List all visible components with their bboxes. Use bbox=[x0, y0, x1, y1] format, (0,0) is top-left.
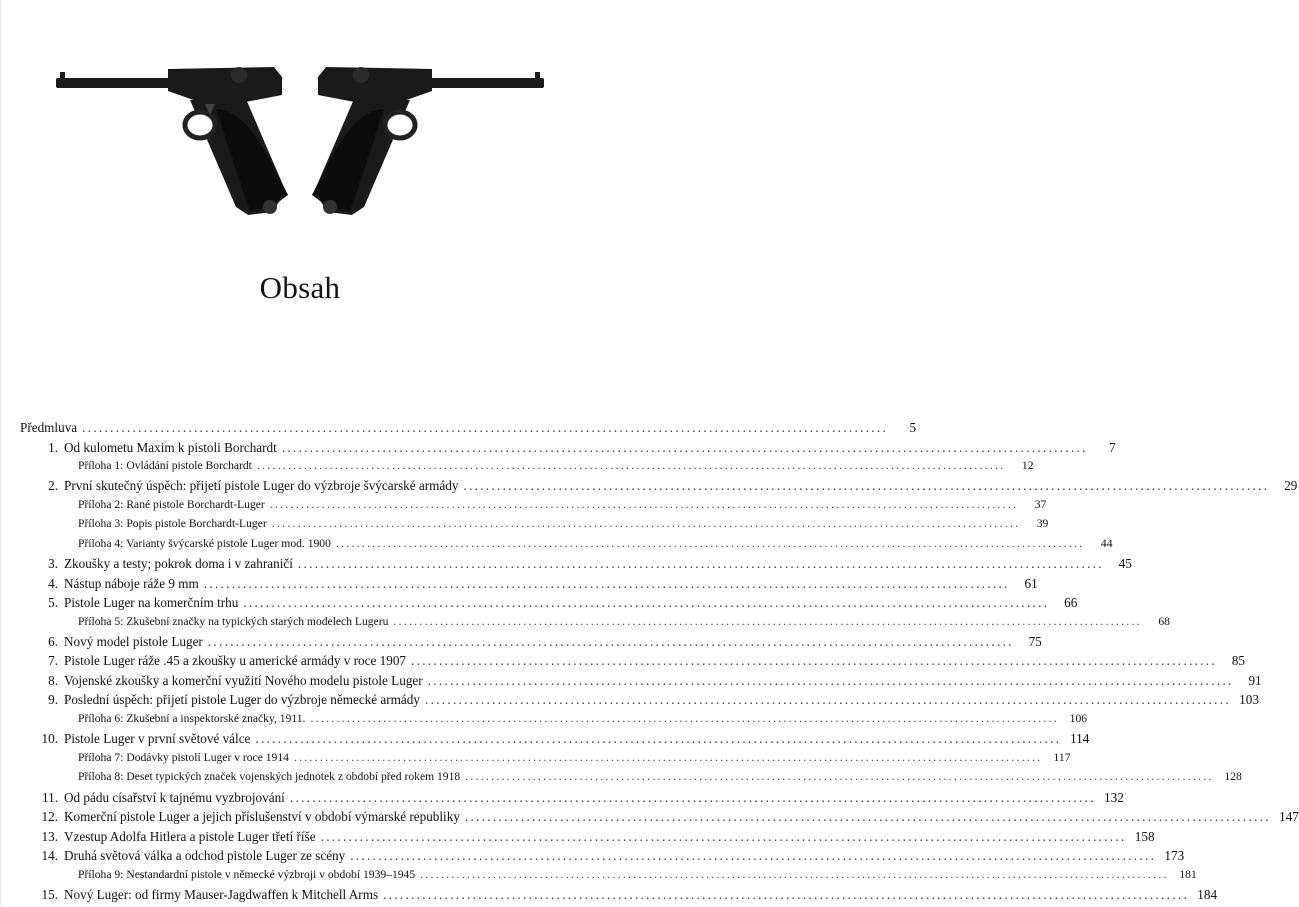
toc-page-number: 114 bbox=[1070, 731, 1090, 747]
toc-entry-title: Pistole Luger na komerčním trhu bbox=[64, 595, 239, 611]
toc-leader-dots bbox=[420, 868, 1169, 881]
toc-chapter-entry[interactable] bbox=[20, 789, 1124, 810]
toc-chapter-number: 5. bbox=[48, 595, 58, 611]
toc-leader-dots bbox=[272, 517, 1021, 530]
toc-page-number: 45 bbox=[1118, 556, 1132, 572]
toc-leader-dots bbox=[255, 731, 1061, 747]
toc-page-number: 7 bbox=[1109, 439, 1116, 455]
toc-entry-title: Nový model pistole Luger bbox=[64, 633, 203, 649]
toc-chapter-number: 7. bbox=[48, 653, 58, 669]
table-of-contents bbox=[20, 420, 1299, 907]
toc-leader-dots bbox=[428, 673, 1234, 689]
toc-page-number: 44 bbox=[1100, 536, 1113, 550]
toc-appendix-entry[interactable] bbox=[20, 497, 1047, 517]
toc-appendix-title: Zkušební a inspektorské značky, 1911. bbox=[126, 711, 306, 725]
toc-chapter-entry[interactable] bbox=[20, 692, 1259, 712]
toc-appendix-entry[interactable] bbox=[20, 459, 1034, 478]
toc-appendix-title: Deset typických značek vojenských jednotek z období před rokem 1918 bbox=[126, 770, 461, 784]
luger-pistols-illustration bbox=[50, 55, 550, 230]
toc-entry-title bbox=[78, 868, 415, 881]
toc-page-number: 39 bbox=[1036, 517, 1049, 531]
toc-appendix-title: Varianty švýcarské pistole Luger mod. 1900 bbox=[126, 536, 331, 550]
toc-leader-dots bbox=[290, 790, 1096, 806]
toc-leader-dots bbox=[411, 653, 1217, 669]
toc-page-number: 5 bbox=[909, 420, 917, 435]
left-pistol bbox=[56, 67, 288, 215]
toc-chapter-entry[interactable] bbox=[20, 887, 1218, 907]
toc-page-number: 75 bbox=[1028, 633, 1042, 649]
toc-appendix-title: Dodávky pistolí Luger v roce 1914 bbox=[126, 750, 289, 764]
toc-page-number: 29 bbox=[1284, 478, 1298, 494]
toc-appendix-prefix: Příloha 6: bbox=[78, 711, 124, 725]
page-title: Obsah bbox=[259, 270, 341, 305]
toc-leader-dots bbox=[463, 478, 1269, 494]
toc-appendix-title: Nestandardní pistole v německé výzbroji v období 1939–1945 bbox=[126, 867, 416, 881]
toc-page-number: 66 bbox=[1064, 595, 1078, 611]
toc-appendix-prefix: Příloha 8: bbox=[78, 770, 124, 784]
toc-leader-dots bbox=[208, 634, 1014, 650]
toc-chapter-entry[interactable] bbox=[20, 672, 1262, 693]
toc-appendix-title: Zkušební značky na typických starých modelech Lugeru bbox=[126, 614, 389, 628]
toc-entry-title: Od kulometu Maxim k pistoli Borchardt bbox=[64, 439, 277, 455]
toc-appendix-prefix: Příloha 9: bbox=[78, 867, 124, 881]
toc-entry-title bbox=[78, 537, 331, 550]
toc-appendix-prefix: Příloha 7: bbox=[78, 750, 124, 764]
toc-chapter-entry[interactable] bbox=[20, 653, 1245, 673]
toc-entry-title: Vzestup Adolfa Hitlera a pistole Luger třetí říše bbox=[64, 828, 316, 844]
toc-leader-dots bbox=[298, 556, 1104, 572]
toc-entry-title: Vojenské zkoušky a komerční využití Nového modelu pistole Luger bbox=[64, 672, 423, 688]
toc-chapter-number: 13. bbox=[41, 828, 58, 844]
toc-entry-title: Od pádu císařství k tajnému vyzbrojování bbox=[64, 789, 285, 805]
toc-entry-title: Pistole Luger v první světové válce bbox=[64, 731, 251, 747]
toc-leader-dots bbox=[243, 595, 1049, 611]
toc-chapter-entry[interactable] bbox=[20, 439, 1116, 460]
toc-chapter-number: 2. bbox=[48, 478, 58, 494]
toc-appendix-entry[interactable] bbox=[20, 750, 1071, 770]
toc-entry-title bbox=[78, 459, 252, 472]
toc-chapter-number: 15. bbox=[41, 887, 58, 903]
toc-chapter-entry[interactable] bbox=[20, 731, 1090, 751]
toc-appendix-title: Ovládání pistole Borchardt bbox=[126, 459, 252, 472]
toc-entry-title bbox=[78, 517, 267, 530]
toc-page-number: 128 bbox=[1224, 770, 1242, 784]
right-pistol bbox=[312, 67, 544, 215]
toc-entry-title: Zkoušky a testy; pokrok doma i v zahraničí bbox=[64, 556, 293, 572]
toc-page-number: 106 bbox=[1069, 711, 1088, 725]
toc-chapter-entry[interactable] bbox=[20, 633, 1042, 654]
toc-leader-dots bbox=[465, 809, 1271, 825]
toc-entry-title bbox=[78, 770, 460, 783]
toc-entry-title: Nástup náboje ráže 9 mm bbox=[64, 575, 199, 591]
toc-leader-dots bbox=[257, 459, 1006, 472]
toc-chapter-number: 4. bbox=[48, 575, 58, 591]
toc-page-number: 158 bbox=[1134, 828, 1155, 844]
toc-page-number: 12 bbox=[1021, 459, 1034, 472]
toc-appendix-title: Rané pistole Borchardt-Luger bbox=[126, 497, 265, 511]
toc-entry-title bbox=[78, 751, 289, 764]
toc-appendix-prefix: Příloha 4: bbox=[78, 536, 124, 550]
toc-appendix-prefix: Příloha 3: bbox=[78, 517, 124, 531]
toc-appendix-entry[interactable] bbox=[20, 614, 1170, 634]
toc-page-number: 117 bbox=[1053, 750, 1071, 764]
toc-appendix-entry[interactable] bbox=[20, 770, 1242, 789]
toc-leader-dots bbox=[204, 576, 1010, 592]
toc-entry-title: Předmluva bbox=[20, 420, 78, 435]
toc-entry-title: Druhá světová válka a odchod pistole Luger ze scény bbox=[64, 848, 346, 864]
toc-entry-title: Poslední úspěch: přijetí pistole Luger do výzbroje německé armády bbox=[64, 692, 420, 708]
toc-leader-dots bbox=[82, 420, 888, 436]
toc-chapter-entry[interactable] bbox=[20, 828, 1155, 849]
toc-leader-dots bbox=[270, 498, 1019, 511]
toc-page-number: 61 bbox=[1024, 575, 1038, 591]
toc-page-number: 103 bbox=[1239, 692, 1259, 708]
toc-appendix-prefix: Příloha 5: bbox=[78, 614, 124, 628]
toc-appendix-entry[interactable] bbox=[20, 536, 1113, 556]
toc-appendix-title: Popis pistole Borchardt-Luger bbox=[126, 517, 267, 531]
toc-chapter-number: 6. bbox=[48, 633, 58, 649]
toc-page-number: 147 bbox=[1279, 809, 1299, 825]
toc-leader-dots bbox=[393, 615, 1142, 628]
toc-chapter-number: 12. bbox=[41, 809, 58, 825]
toc-chapter-number: 10. bbox=[41, 731, 58, 747]
toc-leader-dots bbox=[310, 712, 1059, 725]
toc-entry-title bbox=[78, 615, 388, 628]
toc-leader-dots bbox=[294, 751, 1043, 764]
toc-page-number: 173 bbox=[1164, 848, 1185, 864]
toc-chapter-number: 3. bbox=[48, 556, 58, 572]
toc-appendix-entry[interactable] bbox=[20, 517, 1049, 536]
toc-leader-dots bbox=[425, 692, 1231, 708]
toc-page-number: 91 bbox=[1248, 672, 1262, 688]
toc-chapter-entry[interactable] bbox=[20, 595, 1078, 615]
toc-entry-title: Komerční pistole Luger a jejich příslušenství v období výmarské republiky bbox=[64, 809, 460, 825]
toc-leader-dots bbox=[350, 848, 1156, 864]
toc-entry-title bbox=[78, 498, 265, 511]
toc-entry-title: Pistole Luger ráže .45 a zkoušky u americké armády v roce 1907 bbox=[64, 653, 407, 669]
toc-chapter-number: 11. bbox=[42, 789, 58, 805]
toc-chapter-entry[interactable] bbox=[20, 478, 1298, 498]
toc-chapter-entry[interactable] bbox=[20, 848, 1185, 868]
toc-page-number: 132 bbox=[1104, 789, 1124, 805]
toc-appendix-prefix: Příloha 2: bbox=[78, 497, 124, 511]
toc-leader-dots bbox=[465, 770, 1214, 783]
toc-chapter-entry[interactable] bbox=[20, 809, 1299, 829]
toc-chapter-number: 1. bbox=[48, 439, 58, 455]
toc-appendix-prefix: Příloha 1: bbox=[78, 459, 124, 472]
toc-entry-title bbox=[78, 712, 305, 725]
toc-page-number: 184 bbox=[1197, 887, 1218, 903]
toc-chapter-number: 8. bbox=[48, 672, 58, 688]
toc-entry-title: Nový Luger: od firmy Mauser-Jagdwaffen k Mitchell Arms bbox=[64, 887, 379, 903]
toc-page-number: 68 bbox=[1158, 614, 1170, 628]
toc-entry-title: První skutečný úspěch: přijetí pistole Luger do výzbroje švýcarské armády bbox=[64, 478, 459, 494]
toc-page-number: 85 bbox=[1231, 653, 1245, 669]
toc-leader-dots bbox=[321, 829, 1127, 845]
toc-chapter-entry[interactable] bbox=[20, 420, 917, 440]
toc-chapter-entry[interactable] bbox=[20, 575, 1038, 596]
toc-leader-dots bbox=[336, 537, 1085, 550]
toc-chapter-number: 9. bbox=[48, 692, 58, 708]
toc-leader-dots bbox=[383, 887, 1189, 903]
toc-leader-dots bbox=[282, 440, 1088, 456]
toc-appendix-entry[interactable] bbox=[20, 867, 1197, 887]
toc-appendix-entry[interactable] bbox=[20, 711, 1088, 731]
toc-page-number: 181 bbox=[1179, 867, 1197, 881]
toc-page-number: 37 bbox=[1034, 497, 1047, 511]
toc-chapter-entry[interactable] bbox=[20, 556, 1132, 576]
toc-chapter-number: 14. bbox=[41, 848, 58, 864]
